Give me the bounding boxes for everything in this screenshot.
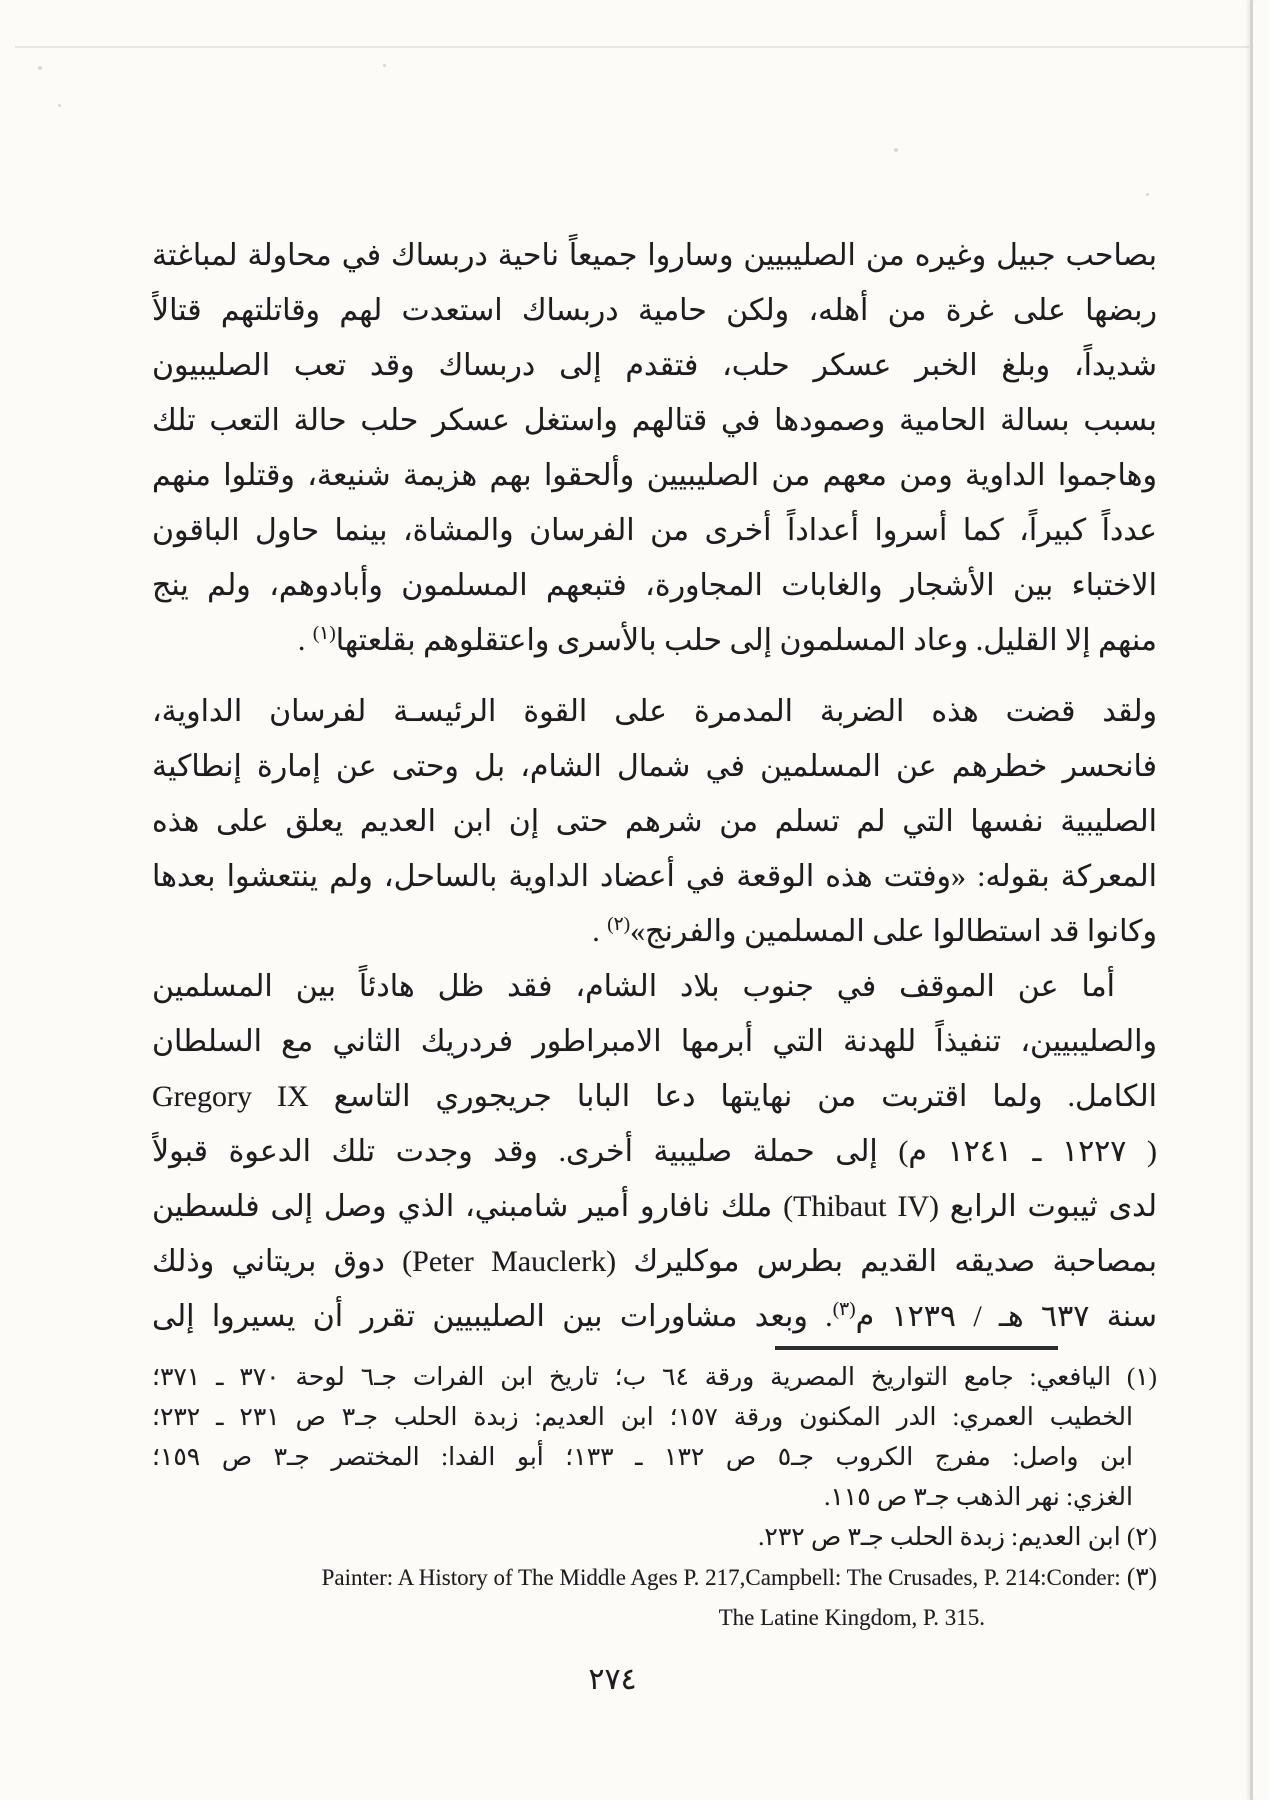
body-line-text: . وبعد مشاورات بين الصليبيين تقرر أن يسيروا إلى (152, 1300, 833, 1333)
body-line: بمصاحبة صديقه القديم بطرس موكليرك (Peter Mauclerk) دوق بريتاني وذلك (152, 1245, 1157, 1278)
body-line: شديداً، وبلغ الخبر عسكر حلب، فتقدم إلى دربساك وقد تعب الصليبيون (152, 349, 1157, 382)
body-line: أما عن الموقف في جنوب بلاد الشام، فقد ظل هادئاً بين المسلمين (152, 970, 1115, 1003)
body-line: المعركة بقوله: «وفتت هذه الوقعة في أعضاد الداوية بالساحل، ولم ينتعشوا بعدها (152, 860, 1157, 893)
footnote-line: الخطيب العمري: الدر المكنون ورقة ١٥٧؛ ابن العديم: زبدة الحلب جـ٣ ص ٢٣١ ـ ٢٣٢؛ (152, 1404, 1133, 1431)
footnote-separator (775, 1346, 1058, 1350)
body-line (152, 904, 1157, 959)
paragraph-3 (152, 959, 1157, 1344)
body-line: ( ١٢٢٧ ـ ١٢٤١ م) إلى حملة صليبية أخرى. وقد وجدت تلك الدعوة قبولاً (152, 1135, 1157, 1168)
footnote-english-text: Painter: A History of The Middle Ages P. 217,Campbell: The Crusades, P. 214:Conder: (321, 1565, 1121, 1590)
paragraph-1 (152, 228, 1157, 668)
scan-artifact-line (15, 46, 1249, 48)
footnote-line: الغزي: نهر الذهب جـ٣ ص ١١٥. (824, 1484, 1133, 1511)
body-line: بسبب بسالة الحامية وصمودها في قتالهم واستغل عسكر حلب حالة التعب تلك (152, 404, 1157, 437)
body-line: لدى ثيبوت الرابع (Thibaut IV) ملك نافارو أمير شامبني، الذي وصل إلى فلسطين (152, 1190, 1157, 1223)
footnote-ref-2: (٢) (607, 914, 631, 935)
page-number: ٢٧٤ (588, 1663, 637, 1696)
footnote-line: ابن واصل: مفرج الكروب جـ٥ ص ١٣٢ ـ ١٣٣؛ أبو الفدا: المختصر جـ٣ ص ١٥٩؛ (152, 1444, 1133, 1471)
body-line-text: منهم إلا القليل. وعاد المسلمون إلى حلب بالأسرى واعتقلوهم بقلعتها (335, 624, 1157, 657)
body-line (152, 1289, 1157, 1344)
footnote-line: (٢) ابن العديم: زبدة الحلب جـ٣ ص ٢٣٢. (758, 1524, 1157, 1551)
body-line: الاختباء بين الأشجار والغابات المجاورة، فتبعهم المسلمون وأبادوهم، ولم ينج (152, 569, 1157, 602)
scan-speck (58, 104, 61, 107)
footnote-marker-3: (٣) (1126, 1564, 1157, 1591)
body-line-text: . (297, 624, 313, 657)
body-line: عدداً كبيراً، كما أسروا أعداداً أخرى من الفرسان والمشاة، بينما حاول الباقون (152, 514, 1157, 547)
scan-speck (383, 64, 386, 67)
footnote-ref-3: (٣) (832, 1299, 856, 1320)
body-line: ربضها على غرة من أهله، ولكن حامية دربساك استعدت لهم وقاتلتهم قتالاً (152, 294, 1157, 327)
scan-speck (1146, 193, 1149, 196)
body-line: بصاحب جبيل وغيره من الصليبيين وساروا جميعاً ناحية دربساك في محاولة لمباغتة (152, 239, 1157, 272)
body-line: وهاجموا الداوية ومن معهم من الصليبيين وألحقوا بهم هزيمة شنيعة، وقتلوا منهم (152, 459, 1157, 492)
body-text (152, 228, 1157, 1344)
footnotes-section (152, 1358, 1157, 1638)
footnote-line: (١) اليافعي: جامع التواريخ المصرية ورقة ٦٤ ب؛ تاريخ ابن الفرات جـ٦ لوحة ٣٧٠ ـ ٣٧١؛ (152, 1364, 1157, 1391)
body-line: ولقد قضت هذه الضربة المدمرة على القوة الرئيسـة لفرسان الداوية، (152, 695, 1157, 728)
footnote-line-english-continuation: The Latine Kingdom, P. 315. (718, 1605, 985, 1630)
body-line (152, 613, 1157, 668)
footnote-ref-1: (١) (312, 623, 336, 644)
body-line-text: سنة ٦٣٧ هـ / ١٢٣٩ م (855, 1300, 1157, 1333)
body-line: والصليبيين، تنفيذاً للهدنة التي أبرمها الامبراطور فردريك الثاني مع السلطان (152, 1025, 1157, 1058)
body-line: الكامل. ولما اقتربت من نهايتها دعا البابا جريجوري التاسع Gregory IX (152, 1080, 1157, 1113)
body-line-text: . (592, 915, 608, 948)
paragraph-2 (152, 684, 1157, 959)
body-line: الصليبية نفسها التي لم تسلم من شرهم حتى إن ابن العديم يعلق على هذه (152, 805, 1157, 838)
footnote-line-english (152, 1558, 1157, 1598)
scan-speck (38, 66, 42, 70)
body-line-text: وكانوا قد استطالوا على المسلمين والفرنج» (630, 915, 1157, 948)
body-line: فانحسر خطرهم عن المسلمين في شمال الشام، بل وحتى عن إمارة إنطاكية (152, 750, 1157, 783)
page-edge-shadow (1250, 0, 1253, 1800)
scan-speck (894, 148, 898, 152)
